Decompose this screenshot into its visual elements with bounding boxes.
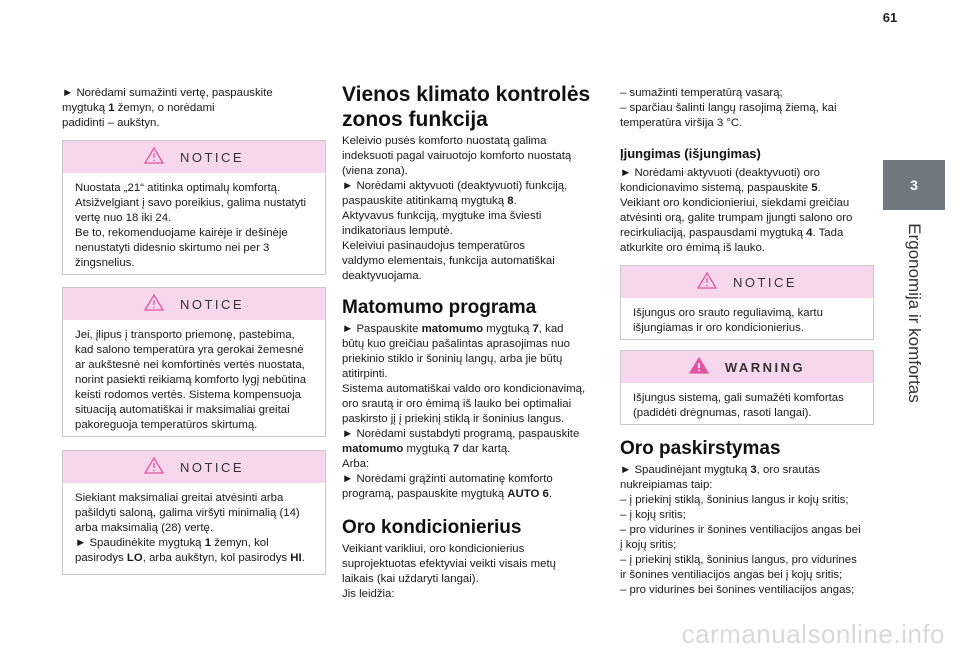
text-line: nenustatyti didesnio skirtumo nei per 3 [75, 242, 270, 254]
text-line: Aktyvavus funkciją, mygtuke ima šviesti [342, 210, 542, 222]
text-line: deaktyvuojama. [342, 270, 422, 282]
text-line: išjungiamas ir oro kondicionierius. [633, 322, 804, 334]
watermark: carmanualsonline.info [681, 619, 945, 649]
warning-box [620, 350, 874, 425]
list-item: – į priekinį stiklą, šoninius langus, pro vidurines [620, 554, 857, 566]
section-heading: Oro paskirstymas [620, 438, 781, 459]
subheading: Įjungimas (išjungimas) [620, 146, 761, 161]
text-line: padidinti – aukštyn. [62, 117, 160, 129]
paragraph [342, 322, 602, 502]
text-line: ► Norėdami aktyvuoti (deaktyvuoti) funkciją, [342, 180, 568, 192]
text-line: suprojektuotas efektyviai veikti visais metų [342, 558, 556, 570]
text-line: nukreipiamas taip: [620, 479, 713, 491]
text-line: paspauskite atitinkamą mygtuką 8. [342, 195, 517, 207]
notice-body [63, 173, 325, 277]
list-item: – pro vidurines bei šonines ventiliacijos angas; [620, 584, 855, 596]
paragraph [342, 134, 602, 284]
text-line: Be to, rekomenduojame kairėje ir dešinėje [75, 227, 288, 239]
list-item: ir šonines ventiliacijos angas bei į kojų sritis; [620, 569, 843, 581]
text-line: pasirodys LO, arba aukštyn, kol pasirodys HI. [75, 552, 305, 564]
text-line: situaciją automatiškai ir maksimaliai greitai [75, 404, 290, 416]
text-line: atkurkite oro ėmimą iš lauko. [620, 242, 765, 254]
notice-header [63, 288, 325, 320]
section-heading: Oro kondicionierius [342, 517, 522, 538]
text-line: (padidėti drėgnumas, rasoti langai). [633, 407, 812, 419]
list-item: temperatūra viršija 3 °C. [620, 117, 743, 129]
text-line: kad salono temperatūra yra gerokai žemesnė [75, 344, 304, 356]
text-line: pakoreguoja temperatūros skirtumą. [75, 419, 258, 431]
notice-header [63, 451, 325, 483]
text-line: Veikiant oro kondicionieriui, siekdami greičiau [620, 197, 850, 209]
text-line: Arba: [342, 458, 370, 470]
text-line: Keleiviui pasinaudojus temperatūros [342, 240, 525, 252]
section-heading: zonos funkcija [342, 108, 488, 131]
text-line: ► Spaudinėjant mygtuką 3, oro srautas [620, 464, 820, 476]
warning-header [621, 351, 873, 383]
text-line: būtų kuo greičiau pašalintas aprasojimas nuo [342, 338, 570, 350]
page-number: 61 [882, 10, 898, 25]
text-line: mygtuką 1 žemyn, o norėdami [62, 102, 215, 114]
text-line: Jis leidžia: [342, 588, 395, 600]
paragraph [620, 463, 874, 598]
text-line: priekinio stiklo ir šoninių langų, arba jie būtų [342, 353, 563, 365]
warning-triangle-icon [697, 272, 717, 292]
paragraph [620, 166, 874, 256]
text-line: ► Paspauskite matomumo mygtuką 7, kad [342, 323, 564, 335]
text-line: pašildyti saloną, galima viršyti minimalią (14) [75, 507, 300, 519]
text-line: Veikiant varikliui, oro kondicionierius [342, 543, 525, 555]
notice-header [621, 266, 873, 298]
text-line: indikatoriaus lemputė. [342, 225, 453, 237]
text-line: atvėsinti orą, galite trumpam įjungti salono oro [620, 212, 853, 224]
text-line: norint pasiekti reikiamą komforto lygį nebūtina [75, 374, 307, 386]
section-heading: Matomumo programa [342, 297, 537, 318]
notice-label: NOTICE [179, 149, 245, 165]
list-item: – sumažinti temperatūrą vasarą; [620, 87, 783, 99]
list-item: – į kojų sritis; [620, 509, 686, 521]
notice-body [621, 298, 873, 342]
intro-paragraph [62, 86, 326, 131]
text-line: atitirpinti. [342, 368, 388, 380]
text-line: Atsižvelgiant į savo poreikius, galima nustatyti [75, 197, 307, 209]
text-line: žingsnelius. [75, 257, 135, 269]
text-line: (viena zona). [342, 165, 408, 177]
warning-triangle-icon [144, 294, 164, 314]
text-line: arba maksimalią (28) vertę. [75, 522, 214, 534]
text-line: Išjungus oro srauto reguliavimą, kartu [633, 307, 823, 319]
paragraph [342, 542, 602, 602]
text-line: matomumo mygtuką 7 dar kartą. [342, 443, 511, 455]
text-line: ar aukštesnė nei komfortinės vertės nuostata, [75, 359, 305, 371]
text-line: ► Norėdami grąžinti automatinę komforto [342, 473, 553, 485]
text-line: programą, paspauskite mygtuką AUTO 6. [342, 488, 552, 500]
text-line: vertę nuo 18 iki 24. [75, 212, 172, 224]
text-line: ► Norėdami sustabdyti programą, paspauskite [342, 428, 580, 440]
text-line: Išjungus sistemą, gali sumažėti komfortas [633, 392, 844, 404]
notice-box-3 [62, 450, 326, 575]
warning-triangle-icon [144, 457, 164, 477]
warning-body [621, 383, 873, 427]
list [620, 86, 874, 131]
text-line: Siekiant maksimaliai greitai atvėsinti arba [75, 492, 284, 504]
text-line: ► Norėdami aktyvuoti (deaktyvuoti) oro [620, 167, 820, 179]
text-line: oro srautą ir oro ėmimą iš lauko bei optimaliai [342, 398, 572, 410]
text-line: Nuostata „21“ atitinka optimalų komfortą. [75, 182, 281, 194]
notice-body [63, 483, 325, 572]
notice-box [620, 265, 874, 340]
chapter-tab: 3 [883, 160, 945, 210]
text-line: Jei, įlipus į transporto priemonę, pastebima, [75, 329, 295, 341]
list-item: – pro vidurines ir šonines ventiliacijos angas bei [620, 524, 861, 536]
chapter-title-text: Ergonomija ir komfortas [905, 223, 925, 403]
notice-label: NOTICE [179, 459, 245, 475]
warning-label: WARNING [724, 359, 806, 375]
list-item: – sparčiau šalinti langų rasojimą žiemą, kai [620, 102, 837, 114]
list-item: – į priekinį stiklą, šoninius langus ir kojų sritis; [620, 494, 849, 506]
notice-body [63, 320, 325, 439]
text-line: Keleivio pusės komforto nuostatą galima [342, 135, 547, 147]
text-line: indeksuoti pagal vairuotojo komforto nuostatą [342, 150, 572, 162]
text-line: ► Norėdami sumažinti vertę, paspauskite [62, 87, 273, 99]
text-line: kondicionavimo sistemą, paspauskite 5. [620, 182, 821, 194]
notice-label: NOTICE [179, 296, 245, 312]
notice-box-1 [62, 140, 326, 275]
list-item: į kojų sritis; [620, 539, 677, 551]
notice-label: NOTICE [732, 274, 798, 290]
notice-box-2 [62, 287, 326, 437]
text-line: laikais (kai uždaryti langai). [342, 573, 479, 585]
warning-triangle-icon [689, 357, 709, 377]
notice-header [63, 141, 325, 173]
text-line: ► Spaudinėkite mygtuką 1 žemyn, kol [75, 537, 269, 549]
text-line: recirkuliaciją, paspausdami mygtuką 4. Tada [620, 227, 844, 239]
text-line: valdymo elementais, funkcija automatiškai [342, 255, 555, 267]
text-line: paskirsto jį į priekinį stiklą ir šoninius langus. [342, 413, 565, 425]
text-line: keisti rodomos vertės. Sistema kompensuoja [75, 389, 302, 401]
section-heading: Vienos klimato kontrolės [342, 83, 591, 106]
warning-triangle-icon [144, 147, 164, 167]
text-line: Sistema automatiškai valdo oro kondicionavimą, [342, 383, 586, 395]
